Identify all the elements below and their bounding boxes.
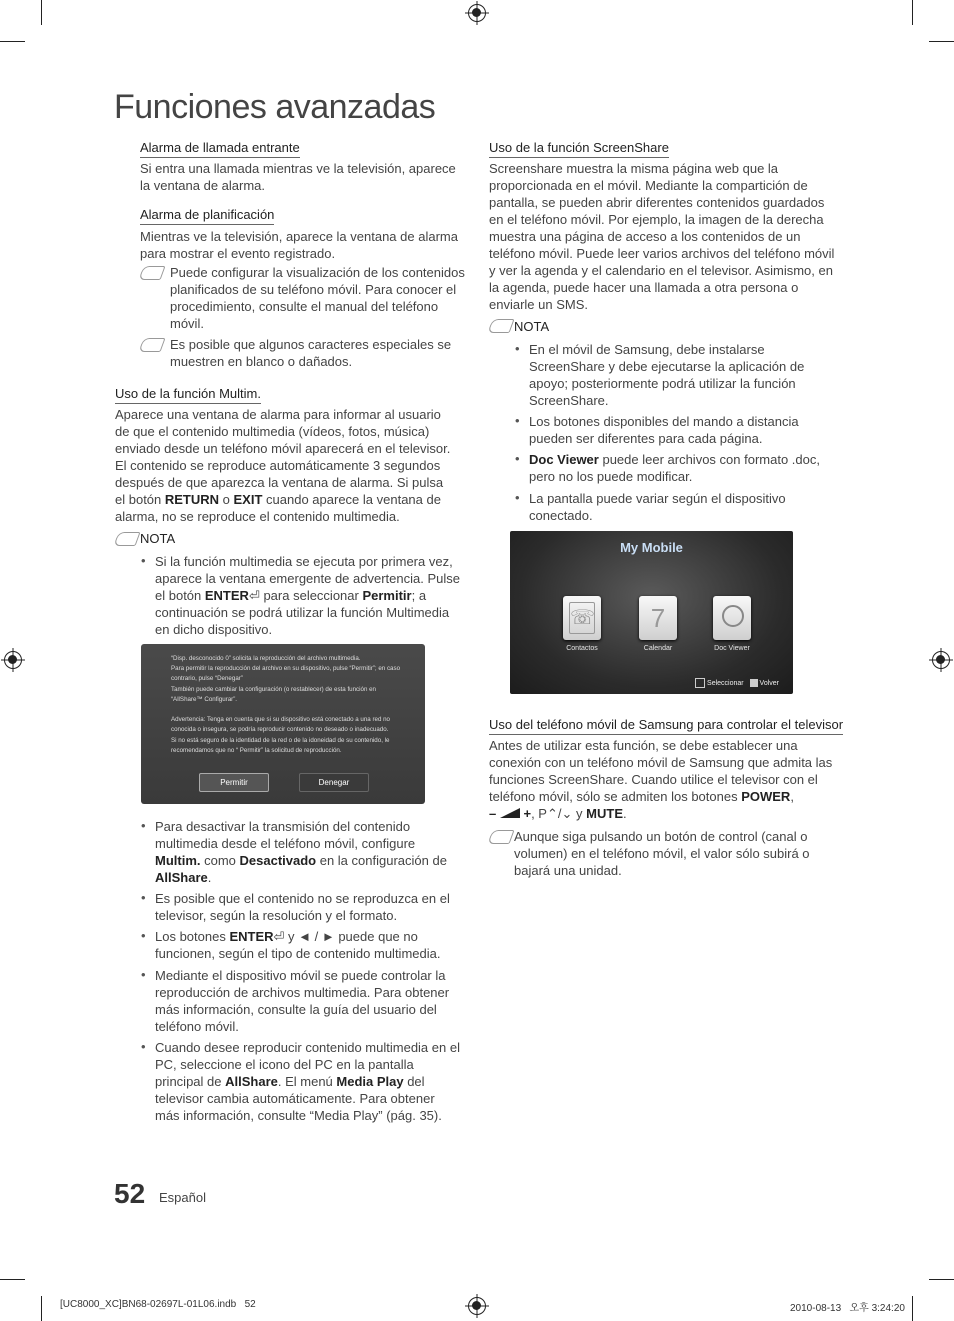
screenshare-note-4: La pantalla puede variar según el dispositivo conectado. — [529, 491, 786, 523]
enter-key-icon — [695, 678, 705, 688]
volume-icon — [500, 808, 520, 818]
samsung-control-text: Antes de utilizar esta función, se debe establecer una conexión con un teléfono móvil de Samsung que admita las funciones ScreenShare. Cuando utilice el televisor con el teléfono móvil, sólo se admiten los botones POWER, – +, P⌃/⌄ y MUTE. — [489, 738, 833, 821]
my-mobile-footer: Seleccionar Volver — [695, 678, 779, 688]
screenshare-heading: Uso de la función ScreenShare — [489, 139, 669, 158]
crop-mark-bl-h — [0, 1279, 25, 1280]
multim-bullet-5: Mediante el dispositivo móvil se puede controlar la reproducción de archivos multimedia. Para obtener más información, consulte la guía del usuario del teléfono móvil. — [155, 968, 450, 1034]
screenshare-note-3: Doc Viewer puede leer archivos con formato .doc, pero no los puede modificar. — [529, 452, 820, 484]
screenshare-note-2: Los botones disponibles del mando a distancia pueden ser diferentes para cada página. — [529, 414, 799, 446]
multimedia-warning-dialog — [141, 644, 425, 804]
contacts-app-icon[interactable] — [563, 596, 601, 640]
crop-mark-tr-h — [929, 41, 954, 42]
channel-down-icon: ⌄ — [561, 806, 573, 821]
screenshare-text: Screenshare muestra la misma página web que la proporcionada en el móvil. Mediante la compartición de pantalla, se pueden abrir diferentes contenidos guardados en el teléfono móvil. Por ejemplo, la imagen de la derecha muestra una página de acceso a los contenidos de un teléfono móvil. Puede leer varios archivos del teléfono móvil y ver la agenda y el calendario en el televisor. Asimismo, en la agenda, puede hacer una llamada a otra persona o enviarle un SMS. — [489, 161, 835, 312]
schedule-note-2: Es posible que algunos caracteres especiales se muestren en blanco o dañados. — [170, 337, 452, 369]
doc-viewer-app-icon[interactable] — [713, 596, 751, 640]
bullet-icon: • — [141, 967, 146, 982]
print-timestamp: 2010-08-13 오후 3:24:20 — [790, 1303, 905, 1314]
registration-mark-bottom — [468, 1297, 486, 1315]
contacts-label: Contactos — [566, 645, 598, 652]
multim-heading: Uso de la función Multim. — [115, 385, 261, 404]
bullet-icon: • — [515, 413, 520, 428]
crop-mark-bl-v — [41, 1296, 42, 1321]
doc-viewer-label: Doc Viewer — [714, 645, 750, 652]
note-pencil-icon — [138, 338, 165, 352]
schedule-alarm-text: Mientras ve la televisión, aparece la ventana de alarma para mostrar el evento registrado. — [140, 229, 458, 261]
crop-mark-br-h — [929, 1279, 954, 1280]
enter-icon: ⏎ — [273, 929, 285, 944]
multim-bullet-3: Es posible que el contenido no se reproduzca en el televisor, según la resolución y el formato. — [155, 891, 450, 923]
my-mobile-title: My Mobile — [620, 540, 683, 555]
multim-text: Aparece una ventana de alarma para informar al usuario de que el contenido multimedia (vídeos, fotos, música) enviado desde un teléfono móvil aparecerá en el televisor. El contenido se reproduce automáticamente 3 segundos después de que aparezca la ventana de alarma. Si pulsa el botón RETURN o EXIT cuando aparece la ventana de alarma, no se reproduce el contenido multimedia. — [115, 407, 451, 524]
file-info: [UC8000_XC]BN68-02697L-01L06.indb 52 — [60, 1299, 256, 1310]
multim-bullet-6: Cuando desee reproducir contenido multimedia en el PC, seleccione el icono del PC en la pantalla principal de AllShare. El menú Media Play del televisor cambia automáticamente. Para obtener más información, consulte “Media Play” (pág. 35). — [155, 1040, 460, 1123]
magnifier-icon — [722, 605, 744, 627]
samsung-control-heading: Uso del teléfono móvil de Samsung para controlar el televisor — [489, 716, 843, 735]
schedule-note-1: Puede configurar la visualización de los contenidos planificados de su teléfono móvil. Para conocer el procedimiento, consulte el manual del teléfono móvil. — [170, 265, 465, 331]
bullet-icon: • — [515, 341, 520, 356]
registration-mark-left — [4, 651, 22, 669]
multim-bullet-4: Los botones ENTER⏎ y ◄ / ► puede que no funcionen, según el tipo de contenido multimedia. — [155, 929, 441, 961]
bullet-icon: • — [141, 553, 146, 568]
phone-icon: ☏ — [569, 602, 595, 634]
enter-icon: ⏎ — [248, 588, 260, 603]
calendar-app-icon[interactable] — [639, 596, 677, 640]
screenshare-note-1: En el móvil de Samsung, debe instalarse ScreenShare y debe ejecutarse la aplicación de apoyo; posteriormente podrá utilizar la función ScreenShare. — [529, 342, 805, 408]
incoming-call-heading: Alarma de llamada entrante — [140, 139, 300, 158]
incoming-call-text: Si entra una llamada mientras ve la televisión, aparece la ventana de alarma. — [140, 161, 456, 193]
bullet-icon: • — [141, 890, 146, 905]
multim-bullet-2: Para desactivar la transmisión del contenido multimedia desde el teléfono móvil, configure Multim. como Desactivado en la configuración de AllShare. — [155, 819, 447, 885]
crop-mark-tl-v — [41, 0, 42, 25]
page-title: Funciones avanzadas — [114, 88, 436, 126]
bullet-icon: • — [141, 1039, 146, 1054]
crop-mark-tr-v — [912, 0, 913, 25]
return-key-icon — [750, 679, 758, 687]
allow-button[interactable]: Permitir — [199, 773, 269, 792]
page-language: Español — [159, 1190, 206, 1205]
registration-mark-right — [932, 651, 950, 669]
note-pencil-icon — [113, 532, 140, 546]
bullet-icon: • — [515, 451, 520, 466]
nota-label: NOTA — [514, 319, 550, 334]
bullet-icon: • — [141, 928, 146, 943]
calendar-label: Calendar — [643, 645, 673, 652]
samsung-control-note: Aunque siga pulsando un botón de control (canal o volumen) en el teléfono móvil, el valor sólo subirá o bajará una unidad. — [514, 829, 810, 878]
bullet-icon: • — [515, 490, 520, 505]
note-pencil-icon — [487, 830, 514, 844]
nota-label: NOTA — [140, 531, 176, 546]
registration-mark-top — [468, 4, 486, 22]
dialog-text: “Disp. desconocido 0” solicita la reproducción del archivo multimedia. Para permitir la reproducción del archivo en su dispositivo, pulse “Permitir”; en caso contrario, pulse “Denegar” También puede cambiar la configuración (o restablecer) de esta función en “AllShare™ Configurar”. Advertencia: Tenga en cuenta que si su dispositivo está conectado a una red no conocida o insegura, se podría reproducir contenido no deseado o inadecuado. Si no está seguro de la identidad de la red o de la idoneidad de su contenido, le recomendamos que no “ Permitir” la solicitud de reproducción. — [171, 655, 401, 754]
schedule-alarm-heading: Alarma de planificación — [140, 206, 274, 225]
crop-mark-br-v — [912, 1296, 913, 1321]
multim-bullet-1: Si la función multimedia se ejecuta por primera vez, aparece la ventana emergente de advertencia. Pulse el botón ENTER⏎ para seleccionar Permitir; a continuación se podrá utilizar la función Multimedia en dicho dispositivo. — [155, 554, 460, 637]
channel-up-icon: ⌃ — [546, 806, 558, 821]
my-mobile-screen — [510, 531, 793, 694]
calendar-day: 7 — [650, 603, 666, 633]
note-pencil-icon — [138, 266, 165, 280]
deny-button[interactable]: Denegar — [299, 773, 369, 792]
page-number: 52 — [114, 1178, 146, 1209]
note-pencil-icon — [487, 319, 514, 333]
crop-mark-tl-h — [0, 41, 25, 42]
bullet-icon: • — [141, 818, 146, 833]
